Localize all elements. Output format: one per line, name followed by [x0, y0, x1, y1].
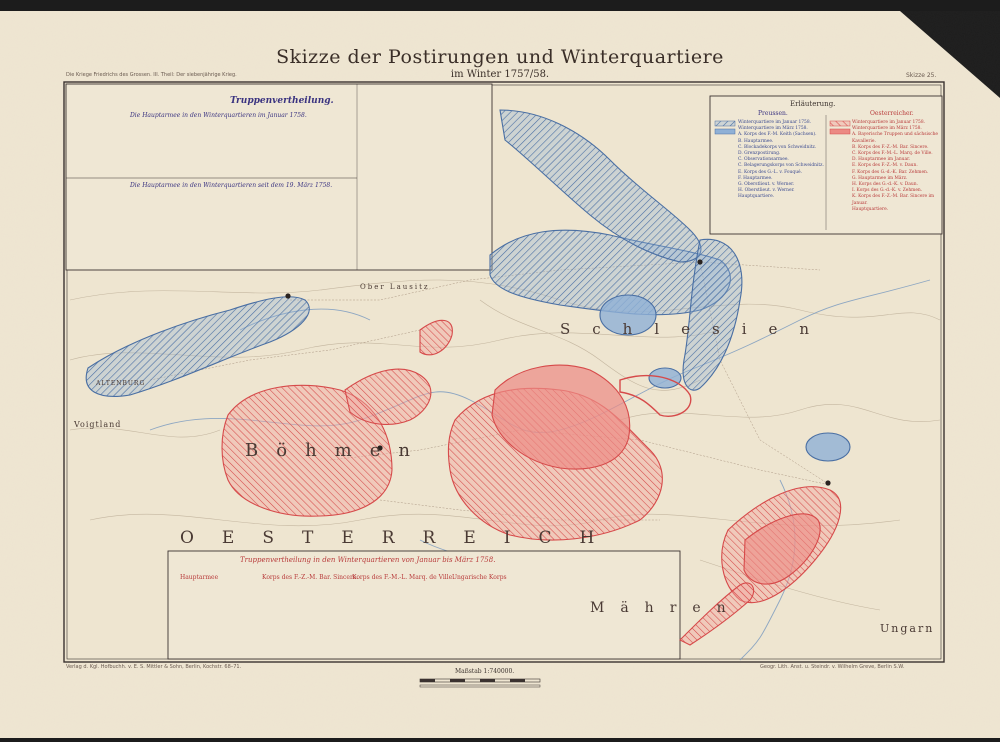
region-ungarn: Ungarn — [880, 622, 935, 635]
legend-entry: Hauptquartiere. — [738, 194, 775, 200]
truppen-maerz-title: Die Hauptarmee in den Winterquartieren seit dem 19. März 1758. — [130, 182, 333, 189]
truppen-title: Truppenvertheilung. — [230, 96, 334, 106]
region-bohmen: Böhmen — [245, 440, 428, 461]
legend-entry: Winterquartiere im Januar 1758. — [852, 120, 926, 125]
scale-label: Maßstab 1:740000. — [455, 668, 515, 675]
legend-preussen-list — [738, 120, 826, 201]
legend-entry: B. Hauptarmee. — [738, 138, 774, 144]
legend-entry: Winterquartiere im Januar 1758. — [738, 120, 812, 125]
region-mahren: Mähren — [590, 600, 742, 616]
footer-left: Verlag d. Kgl. Hofbuchh. v. E. S. Mittler & Sohn, Berlin, Kochstr. 68–71. — [66, 664, 242, 670]
legend-entry: E. Korps des G.-L. v. Fouqué. — [738, 169, 803, 175]
legend-entry: E. Korps des F.-Z.-M. v. Daun. — [852, 163, 918, 169]
legend-entry: Winterquartiere im März 1758. — [852, 126, 922, 132]
legend-entry: D. Grenzpostirung. — [738, 151, 781, 157]
region-oberlausitz: Ober Lausitz — [360, 283, 430, 291]
legend-entry: K. Korps des F.-Z.-M. Bar. Sincere im Januar. — [852, 194, 935, 206]
legend-entry: G. Hauptarmee im März. — [852, 175, 908, 181]
legend-entry: A. Bayerische Truppen und sächsische Kavallerie. — [852, 132, 939, 144]
region-oesterreich: OESTERREICH — [180, 528, 623, 548]
austrian-hauptarmee: Hauptarmee — [180, 574, 219, 581]
legend-entry: G. Oberstlieut. v. Werner. — [738, 182, 795, 188]
legend-entry: A. Korps des F.-M. Keith (Sachsen). — [738, 132, 817, 138]
legend-entry: I. Korps des G.-d.-K. v. Zehmen. — [852, 188, 923, 194]
legend-entry: D. Hauptarmee im Januar. — [852, 157, 911, 163]
legend-entry: Hauptquartiere. — [852, 206, 889, 212]
region-altenburg: ALTENBURG — [96, 380, 146, 387]
map-title: Skizze der Postirungen und Winterquartiere — [276, 46, 724, 68]
legend-entry: F. Korps des G.-d.-K. Bar. Zehmen. — [852, 169, 929, 175]
map-subtitle: im Winter 1757/58. — [450, 69, 550, 80]
prussian-post-2 — [806, 433, 850, 461]
austrian-korps-fml: Korps des F.-M.-L. Marq. de Ville. — [352, 574, 455, 581]
region-voigtland: Voigtland — [74, 420, 122, 429]
austrian-panel-title: Truppenvertheilung in den Winterquartieren von Januar bis März 1758. — [240, 556, 496, 564]
legend-oesterreicher-list — [852, 120, 940, 213]
legend-entry: H. Oberstlieut. v. Werner. — [738, 188, 795, 194]
legend-entry: Winterquartiere im März 1758. — [738, 126, 808, 132]
header-left: Die Kriege Friedrichs des Grossen. III. Theil: Der siebenjährige Krieg. — [66, 72, 237, 78]
region-schlesien: Schlesien — [560, 320, 832, 338]
legend-entry: F. Hauptarmee. — [738, 175, 773, 181]
austrian-ungarische: Ungarische Korps — [452, 574, 507, 581]
austrian-korps-fzm: Korps des F.-Z.-M. Bar. Sincere. — [262, 574, 359, 581]
sheet-number: Skizze 25. — [906, 72, 937, 79]
legend-entry: C. Korps des F.-M.-L. Marq. de Ville. — [852, 151, 933, 157]
legend-entry: H. Korps des G.-d.-K. v. Daun. — [852, 182, 918, 188]
legend-entry: C. Observationsarmee. — [738, 157, 789, 163]
truppen-jan-title: Die Hauptarmee in den Winterquartieren im Januar 1758. — [130, 112, 307, 119]
legend-entry: C. Belagerungskorps von Schweidnitz. — [738, 163, 824, 169]
legend-entry: B. Korps des F.-Z.-M. Bar. Sincere. — [852, 144, 929, 150]
legend-title: Erläuterung. — [790, 100, 836, 108]
legend-oesterreicher: Oesterreicher. — [870, 110, 914, 117]
legend-entry: C. Blockadekorps von Schweidnitz. — [738, 144, 817, 150]
footer-right: Geogr. Lith. Anst. u. Steindr. v. Wilhelm Greve, Berlin S.W. — [760, 664, 905, 670]
legend-preussen: Preussen. — [758, 110, 788, 117]
